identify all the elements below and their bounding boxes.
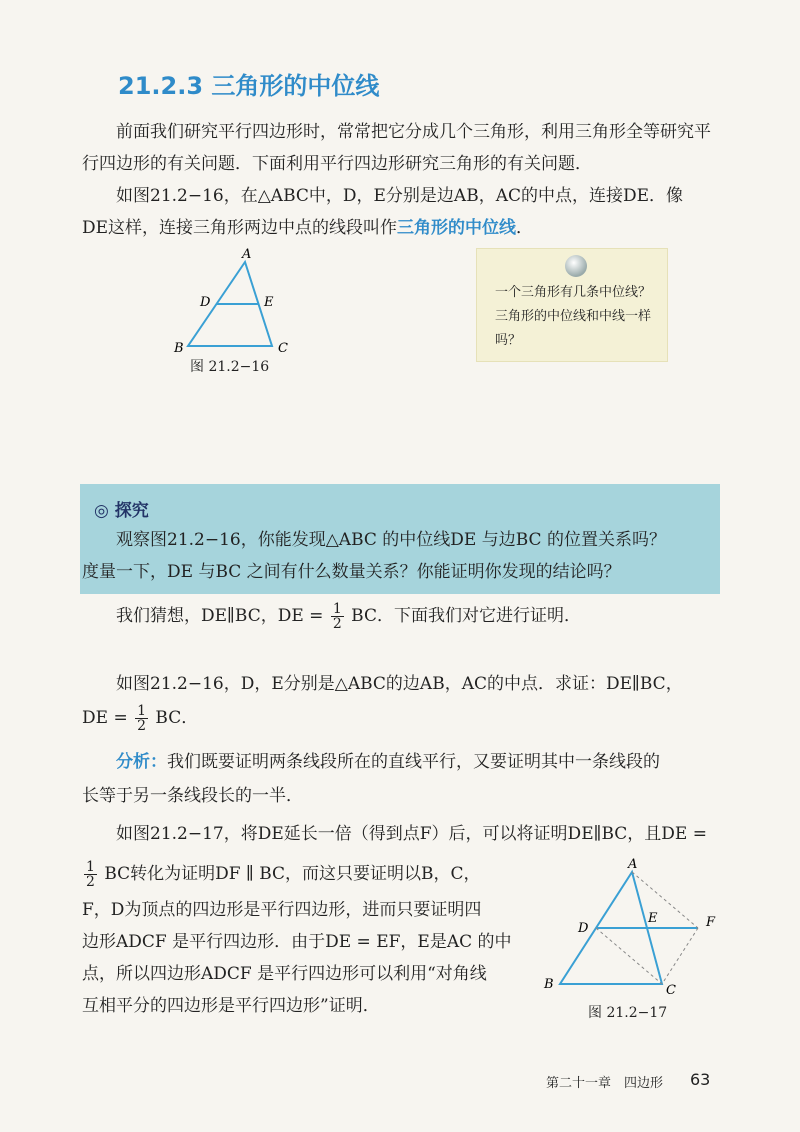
conjecture-post: BC．下面我们对它进行证明． <box>351 606 581 626</box>
label-a-2: A <box>628 857 638 872</box>
analysis-line-2: 长等于另一条线段长的一半． <box>82 786 303 806</box>
conjecture-line <box>116 600 581 632</box>
sticky-note <box>476 248 668 362</box>
note-text: 一个三角形有几条中位线？三角形的中位线和中线一样吗？ <box>495 285 652 348</box>
definition-end: ． <box>516 218 534 238</box>
label-f-2: F <box>706 915 716 930</box>
method-line-1: 如图21.2−17，将DE延长一倍（得到点F）后，可以将证明DE∥BC，且DE = <box>116 824 707 844</box>
prove-pre: DE = <box>82 708 128 728</box>
label-c: C <box>278 341 288 356</box>
explore-heading <box>94 496 149 521</box>
label-a: A <box>242 247 252 262</box>
method-line-4: 边形ADCF 是平行四边形．由于DE = EF，E是AC 的中 <box>82 932 512 952</box>
dashed-dc <box>596 928 662 984</box>
explore-line-2: 度量一下，DE 与BC 之间有什么数量关系？你能证明你发现的结论吗？ <box>82 562 621 582</box>
definition-line-1: 如图21.2−16，在△ABC中，D，E分别是边AB，AC的中点，连接DE．像 <box>116 186 684 206</box>
fraction-half-3 <box>84 860 97 889</box>
label-d: D <box>200 295 211 310</box>
label-e-2: E <box>648 911 658 926</box>
label-e: E <box>264 295 274 310</box>
method-line-3: F，D为顶点的四边形是平行四边形，进而只要证明四 <box>82 900 482 920</box>
prove-post: BC． <box>155 708 199 728</box>
definition-line-2 <box>82 212 533 244</box>
conjecture-pre: 我们猜想，DE∥BC，DE = <box>116 606 324 626</box>
prove-line-1: 如图21.2−16，D，E分别是△ABC的边AB，AC的中点．求证：DE∥BC， <box>116 674 683 694</box>
figure-21-2-17 <box>536 856 726 1006</box>
footer-chapter: 第二十一章 四边形 <box>546 1076 664 1091</box>
fraction-denominator-2: 2 <box>137 718 147 734</box>
label-c-2: C <box>666 983 676 998</box>
label-d-2: D <box>578 921 589 936</box>
fraction-half <box>331 602 344 631</box>
analysis-label: 分析： <box>116 752 167 772</box>
explore-icon: ◎ <box>94 501 115 521</box>
fraction-numerator-3: 1 <box>86 859 95 875</box>
method-line-5: 点，所以四边形ADCF 是平行四边形可以利用“对角线 <box>82 964 487 984</box>
analysis-text-1: 我们既要证明两条线段所在的直线平行，又要证明其中一条线段的 <box>167 752 660 772</box>
fraction-numerator-2: 1 <box>137 703 147 719</box>
intro-paragraph: 前面我们研究平行四边形时，常常把它分成几个三角形，利用三角形全等研究平行四边形的有关问题．下面利用平行四边形研究三角形的有关问题． <box>82 122 711 174</box>
explore-heading-text: 探究 <box>114 501 149 521</box>
pushpin-icon <box>565 255 587 277</box>
term-midline: 三角形的中位线 <box>397 218 517 238</box>
dashed-fc <box>662 928 698 984</box>
method-line-2 <box>82 858 481 890</box>
page-number: 63 <box>690 1070 711 1089</box>
fraction-denominator: 2 <box>332 616 342 632</box>
figure-caption-2: 图 21.2−17 <box>588 1005 668 1021</box>
definition-text: DE这样，连接三角形两边中点的线段叫作 <box>82 218 398 238</box>
explore-line-1: 观察图21.2−16，你能发现△ABC 的中位线DE 与边BC 的位置关系吗？ <box>116 530 666 550</box>
label-b: B <box>174 341 184 356</box>
figure-caption-1: 图 21.2−16 <box>190 359 270 375</box>
method-line-2-text: BC转化为证明DF ∥ BC，而这只要证明以B，C， <box>104 864 481 884</box>
analysis-line-1 <box>116 746 660 778</box>
label-b-2: B <box>544 977 554 992</box>
prove-line-2 <box>82 702 198 734</box>
fraction-denominator-3: 2 <box>86 874 95 890</box>
fraction-numerator: 1 <box>332 601 342 617</box>
section-title: 21.2.3 三角形的中位线 <box>118 72 380 100</box>
method-line-6: 互相平分的四边形是平行四边形”证明． <box>82 996 380 1016</box>
dashed-af <box>632 872 698 928</box>
fraction-half-2 <box>135 704 148 733</box>
